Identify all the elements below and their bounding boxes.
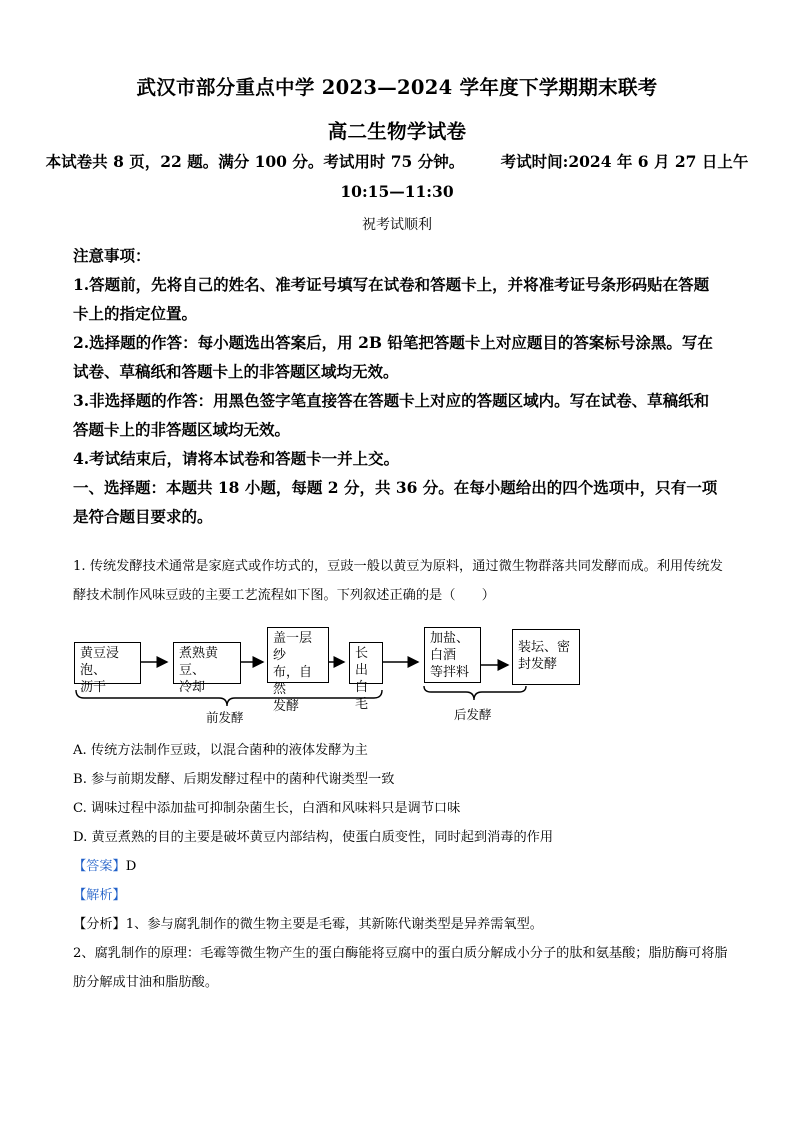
option-b: B. 参与前期发酵、后期发酵过程中的菌种代谢类型一致 [73, 772, 395, 787]
notes-section [73, 241, 723, 531]
notes-heading: 注意事项： [73, 246, 151, 265]
analysis-point-2: 2、腐乳制作的原理：毛霉等微生物产生的蛋白酶能将豆腐中的蛋白质分解成小分子的肽和氨基酸；脂肪酶可将脂肪分解成甘油和脂肪酸。 [73, 946, 728, 990]
note-item: 1.答题前，先将自己的姓名、准考证号填写在试卷和答题卡上，并将准考证号条形码贴在答题卡上的指定位置。 [73, 275, 710, 323]
analysis-text: 1、参与腐乳制作的微生物主要是毛霉，其新陈代谢类型是异养需氧型。 [125, 917, 543, 932]
flow-step-seal [512, 629, 580, 685]
analysis-point-1 [73, 910, 728, 939]
step-text: 发酵 [273, 699, 300, 714]
step-text: 等拌料 [430, 665, 470, 680]
note-item: 3.非选择题的作答：用黑色签字笔直接答在答题卡上对应的答题区域内。写在试卷、草稿纸和答题卡上的非答题区域均无效。 [73, 391, 710, 439]
option-a: A. 传统方法制作豆豉，以混合菌种的液体发酵为主 [73, 743, 368, 758]
flow-step-cook [173, 642, 241, 695]
label-back-fermentation: 后发酵 [454, 707, 492, 722]
step-text: 白毛 [355, 680, 369, 712]
answer-value: D [125, 859, 137, 874]
answer-line [73, 852, 728, 881]
flow-step-mold [349, 642, 383, 712]
label-front-fermentation: 前发酵 [206, 710, 244, 725]
step-text: 煮熟黄豆、 [179, 646, 219, 678]
flow-step-soak [74, 642, 141, 695]
step-text: 装坛、密 [518, 640, 571, 655]
question-body [73, 736, 728, 997]
analysis-line [73, 881, 728, 910]
analysis-prefix: 【分析】 [73, 917, 126, 932]
exam-title: 武汉市部分重点中学 2023—2024 学年度下学期期末联考 [136, 76, 658, 99]
step-text: 白酒 [430, 648, 457, 663]
question-stem [73, 552, 728, 610]
exam-time: 10:15—11:30 [340, 182, 454, 201]
exam-wish: 祝考试顺利 [362, 217, 432, 233]
analysis-tag: 【解析】 [73, 888, 126, 903]
exam-info: 本试卷共 8 页，22 题。满分 100 分。考试用时 75 分钟。 考试时间:2024 年 6 月 27 日上午 [45, 152, 749, 171]
step-text: 布，自然 [273, 665, 313, 697]
option-d: D. 黄豆煮熟的目的主要是破坏黄豆内部结构，使蛋白质变性，同时起到消毒的作用 [73, 830, 554, 845]
section-heading: 一、选择题：本题共 18 小题，每题 2 分，共 36 分。在每小题给出的四个选项中，只有一项是符合题目要求的。 [73, 478, 718, 526]
note-item: 4.考试结束后，请将本试卷和答题卡一并上交。 [73, 449, 400, 468]
exam-subject: 高二生物学试卷 [327, 120, 467, 143]
process-flow-diagram [74, 620, 594, 730]
step-text: 黄豆浸泡、 [80, 646, 120, 678]
step-text: 沥干 [80, 680, 107, 695]
answer-tag: 【答案】 [73, 859, 126, 874]
step-text: 长出 [355, 646, 369, 678]
option-c: C. 调味过程中添加盐可抑制杂菌生长，白酒和风味料只是调节口味 [73, 801, 461, 816]
question-stem-text: 1. 传统发酵技术通常是家庭式或作坊式的，豆豉一般以黄豆为原料，通过微生物群落共同发酵而成。利用传统发酵技术制作风味豆豉的主要工艺流程如下图。下列叙述正确的是（ ） [73, 559, 723, 603]
flow-step-ferment [267, 627, 329, 714]
step-text: 盖一层纱 [273, 631, 313, 663]
step-text: 冷却 [179, 680, 206, 695]
back-brace [424, 686, 526, 700]
note-item: 2.选择题的作答：每小题选出答案后，用 2B 铅笔把答题卡上对应题目的答案标号涂黑。写在试卷、草稿纸和答题卡上的非答题区域均无效。 [73, 333, 713, 381]
step-text: 加盐、 [430, 631, 470, 646]
flow-step-season [424, 627, 481, 683]
step-text: 封发酵 [518, 657, 558, 672]
